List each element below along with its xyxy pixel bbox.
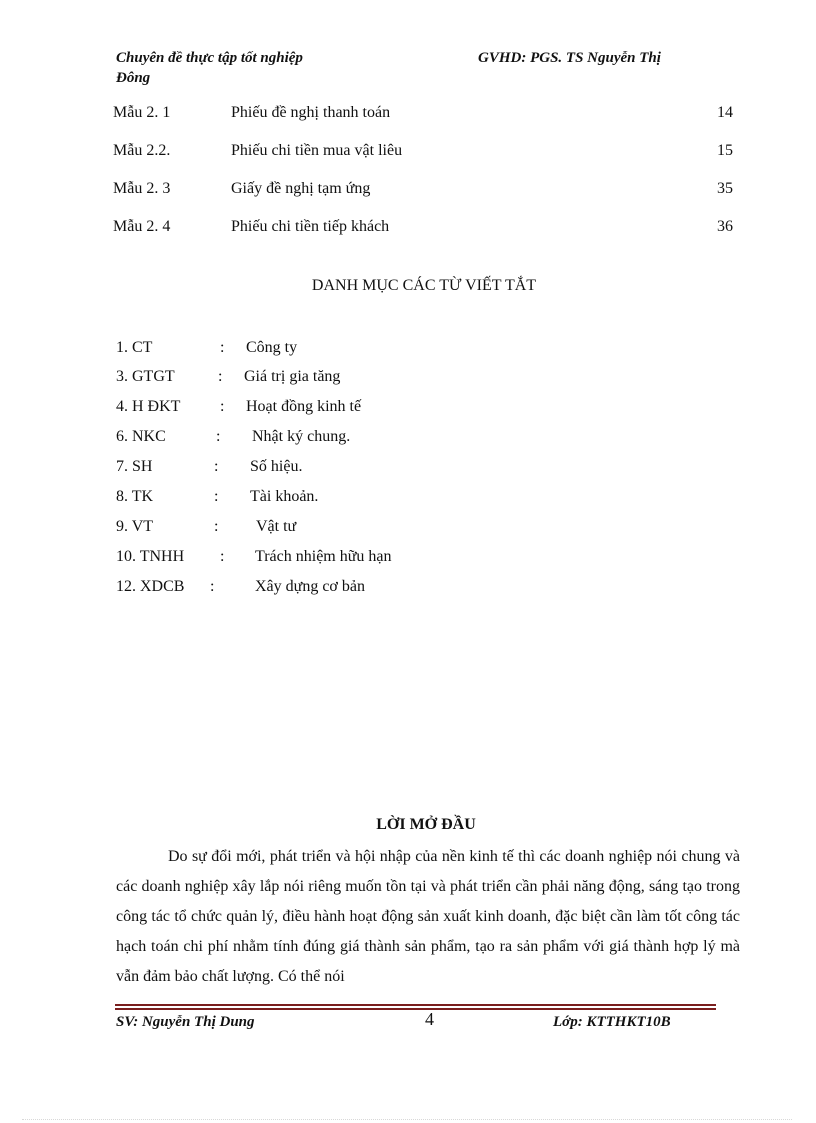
- abbreviation-separator: :: [216, 428, 221, 445]
- abbreviation-term: 10. TNHH: [116, 548, 185, 565]
- abbreviation-separator: :: [218, 368, 223, 385]
- header-left-continued: Đông: [116, 70, 151, 86]
- abbreviation-separator: :: [214, 518, 219, 535]
- abbreviation-separator: :: [210, 578, 215, 595]
- footer-student: SV: Nguyễn Thị Dung: [116, 1014, 255, 1030]
- figure-row: [113, 180, 733, 202]
- abbreviation-term: 12. XDCB: [116, 578, 185, 595]
- figure-title: Phiếu đề nghị thanh toán: [231, 104, 391, 121]
- figure-code: Mẫu 2.2.: [113, 142, 171, 159]
- abbreviation-meaning: Trách nhiệm hữu hạn: [255, 548, 392, 565]
- footer-rule-top: [115, 1004, 716, 1006]
- figure-page: 36: [717, 218, 733, 235]
- abbreviation-separator: :: [220, 548, 225, 565]
- abbreviation-term: 1. CT: [116, 339, 153, 356]
- abbreviation-meaning: Công ty: [246, 339, 298, 356]
- figure-page: 35: [717, 180, 733, 197]
- header-right: GVHD: PGS. TS Nguyễn Thị: [478, 50, 661, 66]
- figure-code: Mẫu 2. 4: [113, 218, 171, 235]
- abbreviation-separator: :: [214, 458, 219, 475]
- intro-title: LỜI MỞ ĐẦU: [376, 816, 476, 833]
- abbreviation-separator: :: [220, 398, 225, 415]
- abbreviations-title: DANH MỤC CÁC TỪ VIẾT TẮT: [311, 277, 537, 294]
- abbreviation-meaning: Xây dựng cơ bản: [255, 578, 365, 595]
- abbreviation-term: 7. SH: [116, 458, 153, 475]
- abbreviation-separator: :: [214, 488, 219, 505]
- abbreviation-meaning: Số hiệu.: [250, 458, 303, 475]
- figure-row: [113, 218, 733, 240]
- footer-class: Lớp: KTTHKT10B: [553, 1014, 671, 1030]
- figure-code: Mẫu 2. 1: [113, 104, 171, 121]
- abbreviation-term: 8. TK: [116, 488, 154, 505]
- page-number: 4: [425, 1009, 434, 1029]
- abbreviation-meaning: Hoạt đồng kinh tế: [246, 398, 362, 415]
- abbreviation-meaning: Vật tư: [256, 518, 297, 535]
- abbreviation-term: 6. NKC: [116, 428, 166, 445]
- abbreviation-meaning: Nhật ký chung.: [252, 428, 351, 445]
- figure-page: 15: [717, 142, 733, 159]
- abbreviation-term: 4. H ĐKT: [116, 398, 181, 415]
- figure-row: [113, 104, 733, 126]
- header-left: Chuyên đề thực tập tốt nghiệp: [116, 50, 303, 66]
- abbreviation-term: 3. GTGT: [116, 368, 175, 385]
- page-bottom-dotted-line: [22, 1119, 792, 1120]
- intro-paragraph: Do sự đổi mới, phát triển và hội nhập của nền kinh tế thì các doanh nghiệp nói chung và các doanh nghiệp xây lắp nói riêng muốn tồn tại và phát triển cần phải năng động, sáng tạo trong công tác tổ chức quản lý, điều hành hoạt động sản xuất kinh doanh, đặc biệt cần làm tốt công tác hạch toán chi phí nhằm tính đúng giá thành sản phẩm, tạo ra sản phẩm với giá thành hợp lý mà vẫn đảm bảo chất lượng. Có thể nói: [116, 848, 740, 985]
- figure-title: Phiếu chi tiền mua vật liêu: [231, 142, 403, 159]
- abbreviation-term: 9. VT: [116, 518, 154, 535]
- abbreviation-separator: :: [220, 339, 225, 356]
- figure-page: 14: [717, 104, 733, 121]
- figure-title: Giấy đề nghị tạm ứng: [231, 180, 371, 197]
- footer-rule-bottom: [115, 1008, 716, 1010]
- figure-title: Phiếu chi tiền tiếp khách: [231, 218, 390, 235]
- abbreviation-meaning: Giá trị gia tăng: [244, 368, 341, 385]
- abbreviation-meaning: Tài khoản.: [250, 488, 319, 505]
- figure-code: Mẫu 2. 3: [113, 180, 171, 197]
- figure-row: [113, 142, 733, 164]
